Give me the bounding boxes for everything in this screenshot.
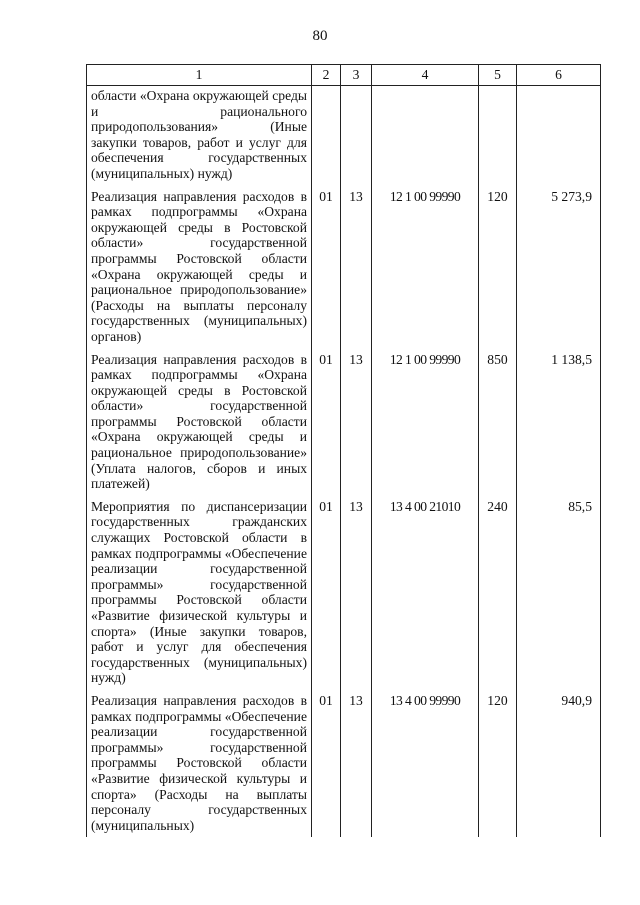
row-target-article: 12 1 00 99990 — [372, 182, 479, 345]
row-amount: 940,9 — [517, 686, 601, 837]
budget-table — [86, 64, 601, 837]
row-target-article: 13 4 00 99990 — [372, 686, 479, 837]
row-target-article: 12 1 00 99990 — [372, 345, 479, 492]
row-section: 01 — [312, 182, 341, 345]
header-row — [87, 65, 601, 86]
row-amount — [517, 86, 601, 182]
header-col-1: 1 — [87, 65, 312, 86]
row-expense-type: 120 — [479, 182, 517, 345]
table-row — [87, 86, 601, 182]
row-subsection — [341, 86, 372, 182]
row-section — [312, 86, 341, 182]
table-body — [87, 86, 601, 838]
table-row — [87, 345, 601, 492]
row-name: Реализация направления расходов в рамках подпрограммы «Обеспечение реализации государственной программы» государственной программы Ростовской области «Развитие физической культуры и спорта» (Расходы на выплаты персоналу государственных (муниципальных) — [87, 686, 312, 837]
row-expense-type — [479, 86, 517, 182]
row-section: 01 — [312, 686, 341, 837]
row-expense-type: 850 — [479, 345, 517, 492]
header-col-2: 2 — [312, 65, 341, 86]
table-row — [87, 182, 601, 345]
row-amount: 1 138,5 — [517, 345, 601, 492]
row-target-article: 13 4 00 21010 — [372, 492, 479, 686]
row-name: Мероприятия по диспансеризации государственных гражданских служащих Ростовской области в рамках подпрограммы «Обеспечение реализации государственной программы» государственной программы Ростовской области «Развитие физической культуры и спорта» (Иные закупки товаров, работ и услуг для обеспечения государственных (муниципальных) нужд) — [87, 492, 312, 686]
row-name: Реализация направления расходов в рамках подпрограммы «Охрана окружающей среды в Ростовской области» государственной программы Ростовской области «Охрана окружающей среды и рациональное природопользование» (Расходы на выплаты персоналу государственных (муниципальных) органов) — [87, 182, 312, 345]
row-section: 01 — [312, 345, 341, 492]
table-header — [87, 65, 601, 86]
header-col-4: 4 — [372, 65, 479, 86]
row-amount: 5 273,9 — [517, 182, 601, 345]
header-col-3: 3 — [341, 65, 372, 86]
row-amount: 85,5 — [517, 492, 601, 686]
page-number: 80 — [312, 28, 328, 44]
row-target-article — [372, 86, 479, 182]
row-section: 01 — [312, 492, 341, 686]
table-row — [87, 492, 601, 686]
row-subsection: 13 — [341, 686, 372, 837]
row-subsection: 13 — [341, 182, 372, 345]
row-expense-type: 240 — [479, 492, 517, 686]
table-row — [87, 686, 601, 837]
row-expense-type: 120 — [479, 686, 517, 837]
row-subsection: 13 — [341, 492, 372, 686]
header-col-5: 5 — [479, 65, 517, 86]
row-subsection: 13 — [341, 345, 372, 492]
row-name: Реализация направления расходов в рамках подпрограммы «Охрана окружающей среды в Ростовской области» государственной программы Ростовской области «Охрана окружающей среды и рациональное природопользование» (Уплата налогов, сборов и иных платежей) — [87, 345, 312, 492]
header-col-6: 6 — [517, 65, 601, 86]
row-name: области «Охрана окружающей среды и рационального природопользования» (Иные закупки товаров, работ и услуг для обеспечения государственных (муниципальных) нужд) — [87, 86, 312, 182]
